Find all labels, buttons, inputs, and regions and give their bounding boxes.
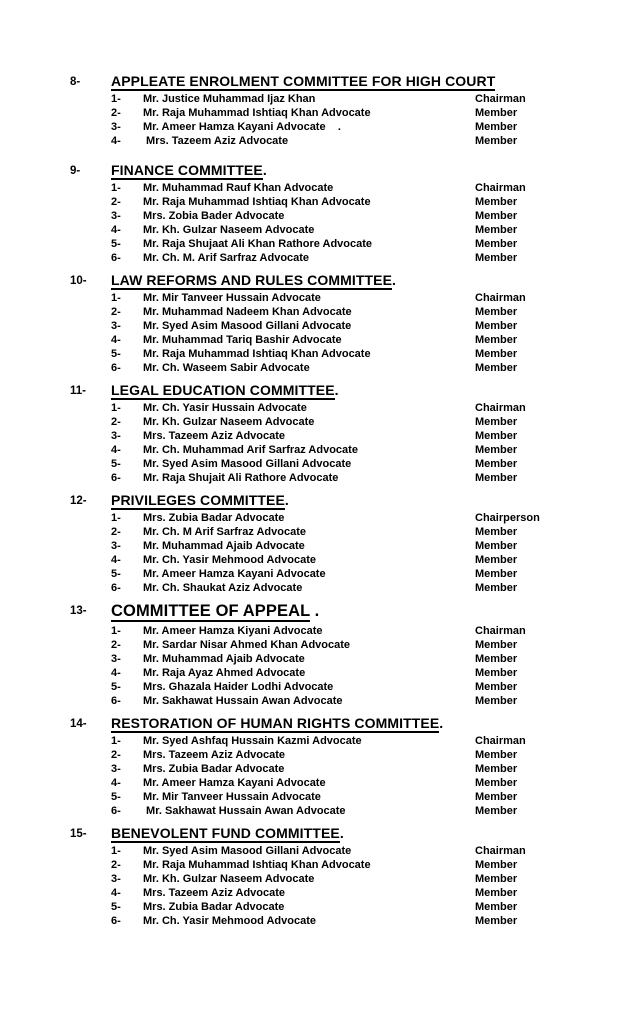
member-role: Member — [475, 135, 518, 147]
committee-number: 11- — [70, 385, 86, 397]
committee-content — [111, 272, 622, 375]
member-number: 4- — [111, 777, 121, 789]
committee-section — [0, 715, 622, 818]
member-role: Member — [475, 430, 518, 442]
member-role: Member — [475, 121, 518, 133]
member-role: Member — [475, 805, 518, 817]
member-name: Mrs. Zubia Badar Advocate — [143, 763, 285, 775]
committee-section — [0, 602, 622, 708]
member-number: 3- — [111, 873, 121, 885]
member-role: Chairman — [475, 182, 526, 194]
member-name: Mr. Raja Muhammad Ishtiaq Khan Advocate — [143, 859, 371, 871]
member-number: 3- — [111, 540, 121, 552]
member-name: Mr. Ameer Hamza Kayani Advocate — [143, 777, 326, 789]
member-row — [111, 762, 622, 776]
member-name: Mr. Raja Shujait Ali Rathore Advocate — [143, 472, 339, 484]
committee-section — [0, 73, 622, 148]
member-row — [111, 457, 622, 471]
committee-title: FINANCE COMMITTEE — [111, 162, 263, 178]
member-number: 4- — [111, 135, 121, 147]
member-row — [111, 471, 622, 485]
committee-number: 15- — [70, 828, 87, 840]
member-number: 1- — [111, 182, 121, 194]
member-row — [111, 443, 622, 457]
member-row — [111, 361, 622, 375]
member-role: Member — [475, 348, 518, 360]
committee-section — [0, 382, 622, 485]
committee-number: 8- — [70, 76, 81, 88]
member-row — [111, 858, 622, 872]
committee-content — [111, 73, 622, 148]
member-name: Mr. Syed Asim Masood Gillani Advocate — [143, 845, 352, 857]
member-row — [111, 305, 622, 319]
member-list — [111, 181, 622, 265]
member-row — [111, 638, 622, 652]
member-role: Member — [475, 458, 518, 470]
member-row — [111, 914, 622, 928]
member-number: 5- — [111, 238, 121, 250]
member-role: Member — [475, 681, 518, 693]
committee-number: 14- — [70, 718, 87, 730]
member-number: 6- — [111, 805, 121, 817]
member-name: Mr. Kh. Gulzar Naseem Advocate — [143, 416, 315, 428]
member-role: Member — [475, 791, 518, 803]
member-name: Mr. Muhammad Tariq Bashir Advocate — [143, 334, 342, 346]
member-name: Mr. Raja Ayaz Ahmed Advocate — [143, 667, 306, 679]
member-role: Member — [475, 695, 518, 707]
member-row — [111, 734, 622, 748]
member-row — [111, 776, 622, 790]
committee-heading — [111, 602, 622, 621]
member-row — [111, 251, 622, 265]
member-name: Mr. Ch. Yasir Mehmood Advocate — [143, 915, 316, 927]
member-number: 6- — [111, 252, 121, 264]
member-name: Mrs. Tazeem Aziz Advocate — [143, 887, 286, 899]
member-row — [111, 844, 622, 858]
member-row — [111, 886, 622, 900]
member-row — [111, 624, 622, 638]
member-row — [111, 900, 622, 914]
member-row — [111, 415, 622, 429]
committee-number: 9- — [70, 165, 81, 177]
member-number: 5- — [111, 791, 121, 803]
member-name: Mr. Justice Muhammad Ijaz Khan — [143, 93, 316, 105]
member-name: Mr. Muhammad Ajaib Advocate — [143, 540, 305, 552]
committee-title-period: . — [284, 492, 289, 508]
member-role: Member — [475, 416, 518, 428]
member-name: Mr. Ch. Yasir Hussain Advocate — [143, 402, 307, 414]
committee-number: 13- — [70, 605, 87, 617]
committee-title-period: . — [392, 272, 397, 288]
member-row — [111, 804, 622, 818]
member-name: Mr. Ch. Shaukat Aziz Advocate — [143, 582, 303, 594]
member-role: Member — [475, 763, 518, 775]
member-row — [111, 666, 622, 680]
member-name: Mr. Ameer Hamza Kiyani Advocate — [143, 625, 323, 637]
member-role: Chairman — [475, 735, 526, 747]
member-number: 5- — [111, 568, 121, 580]
member-number: 4- — [111, 334, 121, 346]
member-role: Member — [475, 777, 518, 789]
member-name: Mrs. Tazeem Aziz Advocate — [143, 749, 286, 761]
member-name: Mr. Mir Tanveer Hussain Advocate — [143, 791, 321, 803]
committee-content — [111, 492, 622, 595]
member-role: Member — [475, 334, 518, 346]
committee-content — [111, 715, 622, 818]
member-role: Member — [475, 526, 518, 538]
member-list — [111, 624, 622, 708]
member-row — [111, 223, 622, 237]
member-role: Member — [475, 540, 518, 552]
member-role: Member — [475, 444, 518, 456]
member-role: Member — [475, 362, 518, 374]
member-name: Mr. Ch. Yasir Mehmood Advocate — [143, 554, 316, 566]
member-name: Mr. Kh. Gulzar Naseem Advocate — [143, 224, 315, 236]
member-row — [111, 429, 622, 443]
member-number: 5- — [111, 681, 121, 693]
member-row — [111, 347, 622, 361]
committee-title: PRIVILEGES COMMITTEE — [111, 492, 285, 508]
member-number: 4- — [111, 887, 121, 899]
member-number: 6- — [111, 362, 121, 374]
member-name: Mr. Raja Muhammad Ishtiaq Khan Advocate — [143, 348, 371, 360]
committee-heading — [111, 162, 622, 178]
member-number: 5- — [111, 458, 121, 470]
member-name: Mr. Ameer Hamza Kayani Advocate — [143, 568, 326, 580]
member-role: Member — [475, 639, 518, 651]
member-number: 3- — [111, 430, 121, 442]
member-row — [111, 106, 622, 120]
member-number: 1- — [111, 93, 121, 105]
member-name: Mr. Syed Asim Masood Gillani Advocate — [143, 320, 352, 332]
committee-title: RESTORATION OF HUMAN RIGHTS COMMITTEE — [111, 715, 440, 731]
member-role: Member — [475, 749, 518, 761]
member-role: Chairman — [475, 402, 526, 414]
committee-title: BENEVOLENT FUND COMMITTEE — [111, 825, 340, 841]
member-row — [111, 181, 622, 195]
member-row — [111, 209, 622, 223]
member-name: Mr. Ameer Hamza Kayani Advocate . — [143, 121, 341, 133]
member-role: Chairman — [475, 625, 526, 637]
member-list — [111, 511, 622, 595]
member-row — [111, 553, 622, 567]
member-role: Member — [475, 224, 518, 236]
member-row — [111, 237, 622, 251]
committee-title-period: . — [439, 715, 444, 731]
member-list — [111, 401, 622, 485]
member-row — [111, 291, 622, 305]
member-name: Mr. Ch. Muhammad Arif Sarfraz Advocate — [143, 444, 358, 456]
member-number: 6- — [111, 695, 121, 707]
member-number: 2- — [111, 107, 121, 119]
member-role: Chairman — [475, 845, 526, 857]
member-role: Member — [475, 873, 518, 885]
member-number: 4- — [111, 667, 121, 679]
committee-title-period: . — [310, 602, 320, 620]
member-row — [111, 694, 622, 708]
committee-number: 12- — [70, 495, 87, 507]
member-name: Mr. Sakhawat Hussain Awan Advocate — [143, 695, 343, 707]
member-number: 2- — [111, 416, 121, 428]
member-role: Member — [475, 196, 518, 208]
member-role: Member — [475, 582, 518, 594]
member-name: Mr. Sakhawat Hussain Awan Advocate — [143, 805, 346, 817]
member-name: Mr. Ch. Waseem Sabir Advocate — [143, 362, 310, 374]
member-name: Mr. Mir Tanveer Hussain Advocate — [143, 292, 321, 304]
member-role: Chairman — [475, 292, 526, 304]
member-name: Mr. Muhammad Ajaib Advocate — [143, 653, 305, 665]
member-number: 1- — [111, 735, 121, 747]
committee-title-period: . — [334, 382, 339, 398]
member-role: Member — [475, 252, 518, 264]
member-row — [111, 120, 622, 134]
member-number: 4- — [111, 444, 121, 456]
member-row — [111, 539, 622, 553]
member-row — [111, 92, 622, 106]
member-row — [111, 134, 622, 148]
member-number: 2- — [111, 639, 121, 651]
committee-content — [111, 162, 622, 265]
committee-title: APPLEATE ENROLMENT COMMITTEE FOR HIGH COURT — [111, 73, 496, 89]
committee-content — [111, 382, 622, 485]
member-name: Mrs. Ghazala Haider Lodhi Advocate — [143, 681, 334, 693]
member-number: 2- — [111, 306, 121, 318]
committee-section — [0, 492, 622, 595]
committee-heading — [111, 715, 622, 731]
member-name: Mr. Syed Asim Masood Gillani Advocate — [143, 458, 352, 470]
member-name: Mrs. Zubia Badar Advocate — [143, 901, 285, 913]
member-list — [111, 92, 622, 148]
member-role: Member — [475, 306, 518, 318]
member-row — [111, 652, 622, 666]
member-row — [111, 511, 622, 525]
member-list — [111, 844, 622, 928]
member-number: 1- — [111, 402, 121, 414]
member-row — [111, 319, 622, 333]
member-name: Mr. Ch. M Arif Sarfraz Advocate — [143, 526, 306, 538]
committee-title: LEGAL EDUCATION COMMITTEE — [111, 382, 335, 398]
committee-heading — [111, 382, 622, 398]
committee-heading — [111, 73, 622, 89]
member-number: 4- — [111, 224, 121, 236]
member-name: Mr. Raja Shujaat Ali Khan Rathore Advocate — [143, 238, 373, 250]
member-name: Mr. Raja Muhammad Ishtiaq Khan Advocate — [143, 196, 371, 208]
member-role: Member — [475, 653, 518, 665]
member-number: 2- — [111, 196, 121, 208]
member-number: 6- — [111, 582, 121, 594]
member-number: 3- — [111, 210, 121, 222]
member-name: Mr. Muhammad Rauf Khan Advocate — [143, 182, 334, 194]
member-role: Member — [475, 915, 518, 927]
member-name: Mrs. Zobia Bader Advocate — [143, 210, 285, 222]
member-role: Member — [475, 667, 518, 679]
member-number: 1- — [111, 625, 121, 637]
member-role: Member — [475, 554, 518, 566]
member-name: Mr. Syed Ashfaq Hussain Kazmi Advocate — [143, 735, 362, 747]
member-number: 2- — [111, 749, 121, 761]
member-number: 2- — [111, 526, 121, 538]
committee-heading — [111, 272, 622, 288]
member-row — [111, 567, 622, 581]
member-name: Mr. Raja Muhammad Ishtiaq Khan Advocate — [143, 107, 371, 119]
member-row — [111, 195, 622, 209]
member-role: Chairman — [475, 93, 526, 105]
committee-section — [0, 162, 622, 265]
member-role: Member — [475, 901, 518, 913]
member-number: 3- — [111, 653, 121, 665]
member-name: Mrs. Tazeem Aziz Advocate — [143, 135, 289, 147]
member-number: 2- — [111, 859, 121, 871]
member-role: Member — [475, 472, 518, 484]
member-role: Member — [475, 107, 518, 119]
member-row — [111, 790, 622, 804]
member-row — [111, 872, 622, 886]
committee-title: LAW REFORMS AND RULES COMMITTEE — [111, 272, 393, 288]
member-number: 5- — [111, 901, 121, 913]
member-number: 6- — [111, 472, 121, 484]
member-name: Mr. Sardar Nisar Ahmed Khan Advocate — [143, 639, 351, 651]
member-row — [111, 333, 622, 347]
member-number: 1- — [111, 845, 121, 857]
committee-content — [111, 602, 622, 708]
member-row — [111, 680, 622, 694]
member-number: 3- — [111, 763, 121, 775]
committee-heading — [111, 492, 622, 508]
committee-number: 10- — [70, 275, 87, 287]
member-list — [111, 291, 622, 375]
member-row — [111, 401, 622, 415]
member-number: 5- — [111, 348, 121, 360]
member-number: 1- — [111, 292, 121, 304]
member-number: 4- — [111, 554, 121, 566]
committee-content — [111, 825, 622, 928]
member-row — [111, 748, 622, 762]
member-role: Member — [475, 320, 518, 332]
member-role: Member — [475, 238, 518, 250]
member-role: Member — [475, 568, 518, 580]
member-role: Chairperson — [475, 512, 540, 524]
member-name: Mr. Muhammad Nadeem Khan Advocate — [143, 306, 352, 318]
member-row — [111, 525, 622, 539]
member-role: Member — [475, 210, 518, 222]
member-number: 6- — [111, 915, 121, 927]
member-role: Member — [475, 859, 518, 871]
committee-title-period: . — [262, 162, 267, 178]
member-row — [111, 581, 622, 595]
member-name: Mrs. Zubia Badar Advocate — [143, 512, 285, 524]
member-name: Mr. Kh. Gulzar Naseem Advocate — [143, 873, 315, 885]
member-list — [111, 734, 622, 818]
member-name: Mr. Ch. M. Arif Sarfraz Advocate — [143, 252, 310, 264]
member-number: 3- — [111, 121, 121, 133]
member-role: Member — [475, 887, 518, 899]
member-number: 1- — [111, 512, 121, 524]
committee-title: COMMITTEE OF APPEAL — [111, 602, 310, 620]
committee-section — [0, 272, 622, 375]
committee-heading — [111, 825, 622, 841]
committee-title-period: . — [339, 825, 344, 841]
member-number: 3- — [111, 320, 121, 332]
committee-section — [0, 825, 622, 928]
member-name: Mrs. Tazeem Aziz Advocate — [143, 430, 286, 442]
